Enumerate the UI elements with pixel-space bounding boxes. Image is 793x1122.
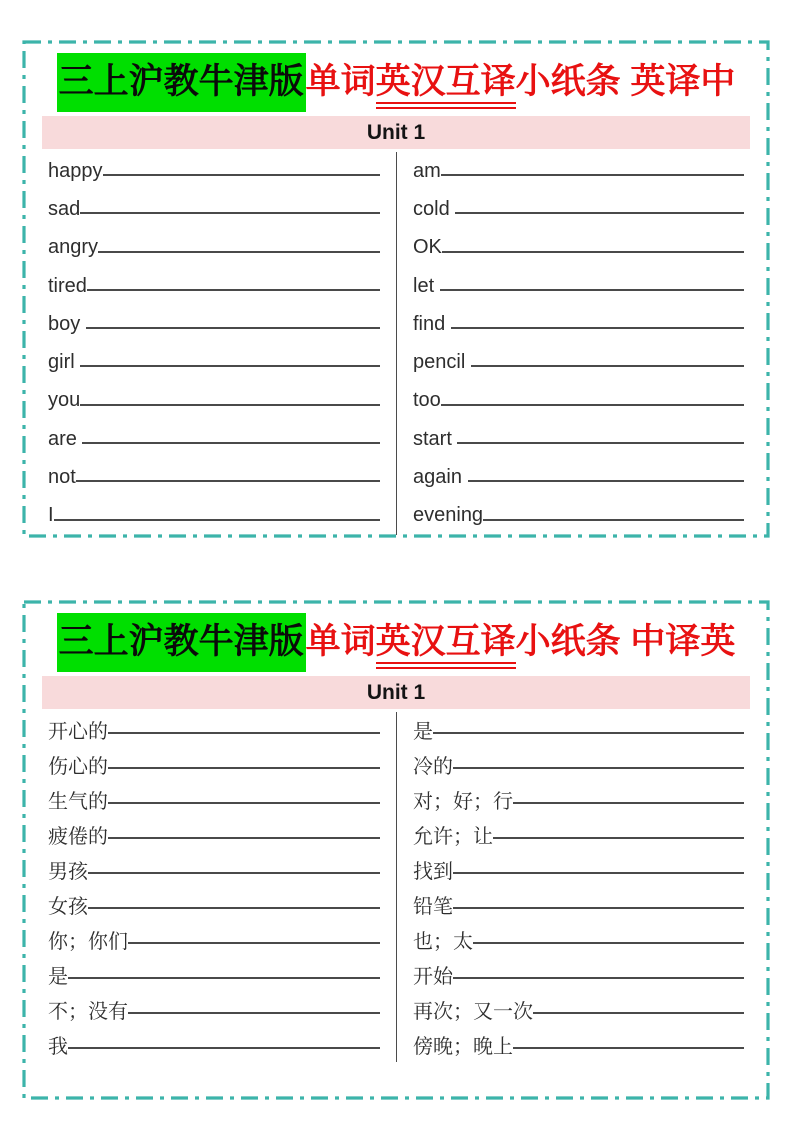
answer-blank <box>108 830 380 840</box>
answer-blank <box>451 320 744 330</box>
answer-blank <box>440 281 744 291</box>
answer-blank <box>453 760 744 770</box>
answer-blank <box>441 396 744 406</box>
word-row <box>48 1027 380 1062</box>
word-label: 生气的 <box>48 791 108 813</box>
answer-blank <box>108 795 380 805</box>
answer-blank <box>54 511 380 521</box>
word-label: girl <box>48 351 81 374</box>
word-label: 开始 <box>413 966 453 988</box>
word-label: 也；太 <box>413 931 473 953</box>
word-label: 再次；又一次 <box>413 1001 533 1023</box>
word-row <box>48 382 380 420</box>
answer-blank <box>468 473 745 483</box>
answer-blank <box>128 935 380 945</box>
word-row <box>413 382 744 420</box>
title-text-post: 小纸条 中译英 <box>515 622 736 661</box>
answer-blank <box>76 473 380 483</box>
answer-blank <box>80 358 380 368</box>
title-text-post: 小纸条 英译中 <box>515 62 736 101</box>
answer-blank <box>457 434 744 444</box>
word-column-right <box>396 152 744 535</box>
answer-blank <box>98 243 380 253</box>
word-row <box>48 712 380 747</box>
word-label: 是 <box>48 966 68 988</box>
word-row <box>413 817 744 852</box>
word-label: 女孩 <box>48 896 88 918</box>
word-row <box>48 420 380 458</box>
answer-blank <box>88 865 380 875</box>
word-row <box>413 852 744 887</box>
word-row <box>413 922 744 957</box>
answer-blank <box>453 900 744 910</box>
word-label: 傍晚；晚上 <box>413 1036 513 1058</box>
worksheet-card-zh-to-en <box>22 600 770 1100</box>
word-row <box>413 747 744 782</box>
word-label: again <box>413 466 468 489</box>
answer-blank <box>513 1040 744 1050</box>
word-label: let <box>413 274 440 297</box>
word-label: 是 <box>413 721 433 743</box>
unit-banner <box>42 116 750 149</box>
answer-blank <box>88 900 380 910</box>
title-text-underlined: 英汉互译 <box>376 622 516 669</box>
word-row <box>48 458 380 496</box>
unit-label: Unit 1 <box>366 680 426 704</box>
answer-blank <box>108 760 380 770</box>
word-label: 冷的 <box>413 756 453 778</box>
word-label: 开心的 <box>48 721 108 743</box>
word-row <box>48 887 380 922</box>
word-label: boy <box>48 312 86 335</box>
word-list <box>48 152 744 535</box>
word-label: 疲倦的 <box>48 826 108 848</box>
word-row <box>48 747 380 782</box>
word-label: pencil <box>413 351 471 374</box>
answer-blank <box>471 358 744 368</box>
answer-blank <box>453 865 744 875</box>
word-label: start <box>413 427 458 450</box>
word-row <box>413 229 744 267</box>
word-row <box>413 957 744 992</box>
word-row <box>413 267 744 305</box>
word-column-right <box>396 712 744 1062</box>
answer-blank <box>483 511 744 521</box>
word-row <box>413 1027 744 1062</box>
word-row <box>48 782 380 817</box>
word-row <box>48 343 380 381</box>
word-label: too <box>413 389 441 412</box>
word-label: happy <box>48 159 103 182</box>
word-row <box>413 420 744 458</box>
word-row <box>48 152 380 190</box>
word-row <box>48 497 380 535</box>
answer-blank <box>455 205 744 215</box>
word-label: you <box>48 389 81 412</box>
word-row <box>413 190 744 228</box>
word-label: are <box>48 427 83 450</box>
title-text-pre: 单词 <box>305 622 376 661</box>
word-row <box>413 497 744 535</box>
word-label: 男孩 <box>48 861 88 883</box>
answer-blank <box>87 281 380 291</box>
word-row <box>413 887 744 922</box>
word-row <box>48 852 380 887</box>
title-highlight: 三上沪教牛津版 <box>57 53 306 112</box>
word-row <box>48 229 380 267</box>
card-title <box>22 53 770 111</box>
word-label: not <box>48 466 76 489</box>
word-label: tired <box>48 274 87 297</box>
unit-label: Unit 1 <box>366 120 426 144</box>
word-label: 找到 <box>413 861 453 883</box>
word-row <box>413 712 744 747</box>
answer-blank <box>493 830 744 840</box>
word-label: 对；好；行 <box>413 791 513 813</box>
word-row <box>48 817 380 852</box>
word-label: 伤心的 <box>48 756 108 778</box>
word-column-left <box>48 152 396 535</box>
word-row <box>413 782 744 817</box>
word-column-left <box>48 712 396 1062</box>
word-row <box>48 267 380 305</box>
answer-blank <box>80 396 380 406</box>
word-row <box>413 992 744 1027</box>
word-label: find <box>413 312 451 335</box>
word-label: evening <box>413 504 484 527</box>
word-label: 我 <box>48 1036 68 1058</box>
answer-blank <box>68 1040 380 1050</box>
answer-blank <box>86 320 380 330</box>
word-label: sad <box>48 197 81 220</box>
word-row <box>48 190 380 228</box>
title-text-pre: 单词 <box>305 62 376 101</box>
word-label: 允许；让 <box>413 826 493 848</box>
answer-blank <box>433 725 744 735</box>
word-label: 你；你们 <box>48 931 128 953</box>
word-label: angry <box>48 236 99 259</box>
word-row <box>48 305 380 343</box>
answer-blank <box>442 243 744 253</box>
answer-blank <box>473 935 744 945</box>
answer-blank <box>533 1005 744 1015</box>
title-highlight: 三上沪教牛津版 <box>57 613 306 672</box>
answer-blank <box>68 970 380 980</box>
title-text-underlined: 英汉互译 <box>376 62 516 109</box>
word-label: 铅笔 <box>413 896 453 918</box>
word-label: I <box>48 504 54 527</box>
answer-blank <box>441 166 744 176</box>
word-row <box>48 957 380 992</box>
answer-blank <box>80 205 380 215</box>
word-row <box>413 152 744 190</box>
answer-blank <box>108 725 380 735</box>
word-label: cold <box>413 197 456 220</box>
answer-blank <box>103 166 381 176</box>
word-row <box>48 922 380 957</box>
unit-banner <box>42 676 750 709</box>
answer-blank <box>513 795 744 805</box>
word-row <box>48 992 380 1027</box>
word-label: 不；没有 <box>48 1001 128 1023</box>
answer-blank <box>82 434 380 444</box>
word-list <box>48 712 744 1062</box>
word-row <box>413 305 744 343</box>
word-row <box>413 343 744 381</box>
worksheet-card-en-to-zh <box>22 40 770 538</box>
word-label: OK <box>413 236 442 259</box>
word-row <box>413 458 744 496</box>
answer-blank <box>128 1005 380 1015</box>
answer-blank <box>453 970 744 980</box>
card-title <box>22 613 770 671</box>
word-label: am <box>413 159 441 182</box>
